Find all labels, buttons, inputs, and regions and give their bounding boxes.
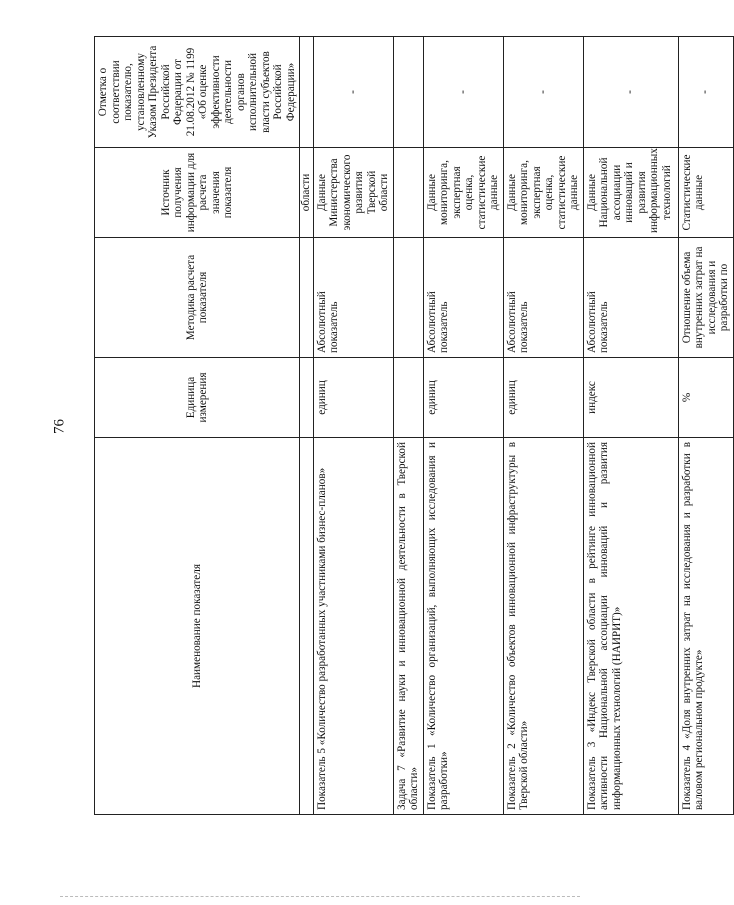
unit-cell: единиц bbox=[503, 358, 583, 438]
scan-edge-line bbox=[60, 896, 580, 899]
header-source: Источник получения информации для расчета значения показателя bbox=[95, 148, 300, 238]
table-row bbox=[423, 37, 503, 815]
page-number: 76 bbox=[51, 419, 68, 434]
compliance-mark-cell: - bbox=[423, 37, 503, 148]
table-header-row bbox=[95, 37, 300, 815]
unit-cell: единиц bbox=[423, 358, 503, 438]
table-row bbox=[313, 37, 393, 815]
indicator-name-cell: Показатель 5 «Количество разработанных участниками бизнес-планов» bbox=[313, 438, 393, 815]
continuation-cell bbox=[300, 238, 314, 358]
compliance-mark-cell: - bbox=[583, 37, 678, 148]
continuation-cell: области bbox=[300, 148, 314, 238]
task-title-cell: Задача 7 «Развитие науки и инновационной деятельности в Тверской области» bbox=[393, 438, 423, 815]
indicators-table bbox=[94, 36, 734, 815]
method-cell: Отношение объема внутренних затрат на исследования и разработки по bbox=[678, 238, 733, 358]
table-row bbox=[503, 37, 583, 815]
header-compliance-mark: Отметка о соответствии показателю, установленному Указом Президента Российской Федерации от 21.08.2012 № 1199 «Об оценке эффективности деятельности органов исполнительной власти субъектов Российской Федерации» bbox=[95, 37, 300, 148]
method-cell: Абсолютный показатель bbox=[423, 238, 503, 358]
empty-cell bbox=[393, 238, 423, 358]
indicator-name-cell: Показатель 1 «Количество организаций, выполняющих исследования и разработки» bbox=[423, 438, 503, 815]
table-row bbox=[678, 37, 733, 815]
indicator-name-cell: Показатель 2 «Количество объектов инновационной инфраструктуры в Тверской области» bbox=[503, 438, 583, 815]
method-cell: Абсолютный показатель bbox=[503, 238, 583, 358]
indicator-name-cell: Показатель 4 «Доля внутренних затрат на исследования и разработки в валовом региональном продукте» bbox=[678, 438, 733, 815]
compliance-mark-cell: - bbox=[503, 37, 583, 148]
unit-cell: % bbox=[678, 358, 733, 438]
table-row bbox=[583, 37, 678, 815]
task-row bbox=[393, 37, 423, 815]
header-unit: Единица измерения bbox=[95, 358, 300, 438]
source-cell: Данные мониторинга, экспертная оценка, статистические данные bbox=[503, 148, 583, 238]
source-cell: Данные Министерства экономического развития Тверской области bbox=[313, 148, 393, 238]
source-cell: Статистические данные bbox=[678, 148, 733, 238]
unit-cell: индекс bbox=[583, 358, 678, 438]
empty-cell bbox=[393, 37, 423, 148]
method-cell: Абсолютный показатель bbox=[313, 238, 393, 358]
empty-cell bbox=[393, 358, 423, 438]
compliance-mark-cell: - bbox=[313, 37, 393, 148]
compliance-mark-cell: - bbox=[678, 37, 733, 148]
header-method: Методика расчета показателя bbox=[95, 238, 300, 358]
rotated-table-wrapper bbox=[94, 37, 730, 815]
continuation-cell bbox=[300, 358, 314, 438]
continuation-cell bbox=[300, 37, 314, 148]
header-indicator-name: Наименование показателя bbox=[95, 438, 300, 815]
method-cell: Абсолютный показатель bbox=[583, 238, 678, 358]
empty-cell bbox=[393, 148, 423, 238]
source-cell: Данные Национальной ассоциации инноваций и развития информационных технологий bbox=[583, 148, 678, 238]
continuation-row bbox=[300, 37, 314, 815]
continuation-cell bbox=[300, 438, 314, 815]
source-cell: Данные мониторинга, экспертная оценка, статистические данные bbox=[423, 148, 503, 238]
indicator-name-cell: Показатель 3 «Индекс Тверской области в рейтинге инновационной активности Национальной ассоциации инноваций и развития информационных технологий (НАИРИТ)» bbox=[583, 438, 678, 815]
unit-cell: единиц bbox=[313, 358, 393, 438]
